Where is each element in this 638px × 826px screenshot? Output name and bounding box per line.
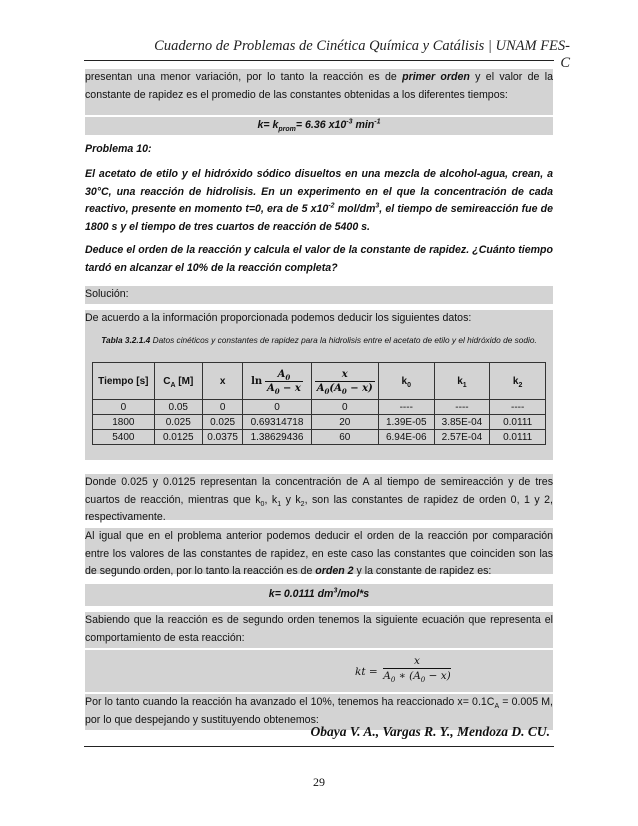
text-sub: 0: [260, 500, 265, 508]
frac-sub: 0: [274, 386, 280, 396]
th-sub: 0: [407, 381, 411, 389]
eq-text: = 6.36 x10: [295, 119, 347, 131]
table-cell: 0.0375: [202, 430, 243, 445]
frac-den: − x: [279, 382, 301, 394]
equation-kt: [85, 650, 553, 692]
table-cell: 0.025: [202, 415, 243, 430]
table-cell: 3.85E-04: [434, 415, 490, 430]
text-run: Al igual que en el problema anterior podemos deducir el orden de la reacción por comparación entre los valores de las constantes de rapidez, en este caso las constantes que coinciden son las de segundo orden, por lo tanto la reacción es de: [85, 530, 553, 577]
eq-sup: -1: [374, 118, 381, 126]
text-sup: -2: [328, 202, 335, 210]
frac-num: A: [277, 368, 286, 380]
th-k2: [490, 363, 546, 400]
table-cell: 0.0111: [490, 415, 546, 430]
text-run: El acetato de etilo y el hidróxido sódico disueltos en una mezcla de alcohol-agua, crean, a 30°C, una reacción de hidrolisis. En un experimento en el que la concentración de cada reactivo, presente en momento t=0, era de 5 x10: [85, 168, 553, 215]
table-row: [93, 400, 546, 415]
solution-label: Solución:: [85, 286, 553, 304]
eq-text: A: [383, 670, 391, 682]
kinetic-data-table: [92, 362, 546, 445]
th-sub: 2: [518, 381, 523, 389]
paragraph-sabiendo: Sabiendo que la reacción es de segundo orden tenemos la siguiente ecuación que representa el comportamiento de esta reacción:: [85, 612, 553, 648]
eq-text: k= k: [257, 119, 279, 131]
th-text: k: [457, 375, 463, 387]
frac-den: (A: [329, 382, 342, 394]
table-row: [93, 415, 546, 430]
data-intro: De acuerdo a la información proporcionada podemos deducir los siguientes datos:: [85, 312, 472, 324]
frac-sub: 0: [324, 386, 330, 396]
text-sub: A: [494, 703, 500, 711]
eq-text: /mol*s: [337, 588, 370, 600]
table-header-row: [93, 363, 546, 400]
caption-text: Datos cinéticos y constantes de rapidez para la hidrolisis entre el acetato de etilo y el hidróxido de sodio.: [150, 335, 537, 345]
table-cell: 5400: [93, 430, 155, 445]
equation-k-second-order: [85, 584, 553, 606]
text-run: presentan una menor variación, por lo tanto la reacción es de: [85, 71, 403, 83]
th-text: C: [163, 375, 171, 387]
problem-statement: [85, 166, 553, 236]
text-run: , son las constantes de rapidez de orden 0, 1 y 2, respectivamente.: [85, 493, 554, 523]
th-time: Tiempo [s]: [93, 363, 155, 400]
eq-text: ∗ (A: [395, 670, 421, 682]
problem-question: Deduce el orden de la reacción y calcula el valor de la constante de rapidez. ¿Cuánto tiempo tardó en alcanzar el 10% de la reacción completa?: [85, 242, 553, 277]
text-run: = 0.005 M, por lo que despejando y sustituyendo obtenemos:: [85, 696, 553, 726]
text-run: Donde 0.025 y 0.0125 representan la concentración de A al tiempo de semireacción y de tres cuartos de reacción, mientras que k: [85, 476, 553, 506]
text-sub: 1: [277, 500, 282, 508]
th-x: x: [202, 363, 243, 400]
frac-sub: 0: [341, 386, 347, 396]
th-text: k: [401, 375, 408, 387]
paragraph-donde: [85, 474, 554, 523]
eq-sub: 0: [420, 676, 426, 685]
th-k1: [434, 363, 490, 400]
table-cell: 20: [311, 415, 378, 430]
text-run: y la constante de rapidez es:: [353, 565, 492, 577]
eq-lhs: kt =: [355, 666, 378, 678]
eq-denominator: [383, 669, 451, 684]
table-cell: 1.38629436: [243, 430, 311, 445]
eq-numerator: x: [383, 654, 451, 669]
table-cell: 0.0125: [154, 430, 202, 445]
eq-fraction: [383, 654, 451, 684]
table-cell: 0.025: [154, 415, 202, 430]
table-cell: 6.94E-06: [378, 430, 434, 445]
header-rule: [84, 60, 554, 61]
table-cell: 1.39E-05: [378, 415, 434, 430]
ln-fraction: [265, 368, 303, 395]
table-cell: 60: [311, 430, 378, 445]
th-sub: A: [170, 381, 176, 389]
footer-authors: Obaya V. A., Vargas R. Y., Mendoza D. CU.: [310, 724, 550, 739]
th-sub: 1: [462, 381, 467, 389]
table-row: [93, 430, 546, 445]
problem-title: Problema 10:: [85, 141, 553, 159]
text-run: Por lo tanto cuando la reacción ha avanzado el 10%, tenemos ha reaccionado x= 0.1C: [85, 696, 495, 708]
table-cell: 0: [202, 400, 243, 415]
text-run: , k: [264, 493, 278, 506]
th-ln-ratio: [243, 363, 311, 400]
table-cell: 0: [243, 400, 311, 415]
page-number: 29: [313, 775, 325, 789]
paragraph-first-order: [85, 69, 553, 115]
th-second-order-term: [311, 363, 378, 400]
text-sup: 3: [375, 202, 380, 210]
eq-text: min: [352, 119, 375, 131]
th-k0: [378, 363, 434, 400]
text-run: y el valor de la constante de rapidez es el promedio de las constantes obtenidas a los diferentes tiempos:: [85, 71, 554, 101]
text-sub: 2: [300, 500, 305, 508]
text-run: mol/dm: [334, 203, 376, 215]
table-cell: ----: [378, 400, 434, 415]
eq-sup: 3: [333, 587, 338, 595]
frac-den: − x): [346, 382, 373, 394]
table-cell: ----: [490, 400, 546, 415]
emphasis-first-order: primer orden: [402, 71, 470, 83]
frac-num: x: [315, 368, 375, 382]
frac-den: A: [266, 382, 275, 394]
eq-text: k= 0.0111 dm: [268, 588, 334, 600]
ln-symbol: ln: [251, 375, 263, 387]
eq-text: − x): [425, 670, 451, 682]
table-cell: 2.57E-04: [434, 430, 490, 445]
table-cell: 0.69314718: [243, 415, 311, 430]
th-text: k: [512, 375, 519, 387]
th-text: [M]: [175, 375, 194, 387]
table-cell: 0: [311, 400, 378, 415]
th-concentration: [154, 363, 202, 400]
caption-label: Tabla 3.2.1.4: [101, 335, 151, 345]
eq-sub: 0: [390, 676, 396, 685]
table-cell: 0.05: [154, 400, 202, 415]
table-caption: [92, 334, 546, 347]
emphasis-order-2: orden 2: [315, 565, 354, 577]
frac-den: A: [316, 382, 325, 394]
table-cell: 1800: [93, 415, 155, 430]
footer-rule: [84, 746, 554, 747]
table-cell: 0: [93, 400, 155, 415]
text-run: y k: [281, 493, 301, 506]
equation-k-average: [85, 117, 553, 135]
frac-sub: 0: [285, 372, 291, 382]
paragraph-second-order: [85, 528, 553, 577]
text-run: , el tiempo de semireacción fue de 1800 s y el tiempo de tres cuartos de reacción de 5400 s.: [85, 203, 553, 233]
second-order-fraction: [315, 368, 375, 395]
eq-sup: -3: [346, 118, 353, 126]
table-cell: ----: [434, 400, 490, 415]
eq-sub: prom: [278, 126, 296, 134]
running-header: Cuaderno de Problemas de Cinética Química y Catálisis | UNAM FES-C: [154, 38, 570, 71]
table-cell: 0.0111: [490, 430, 546, 445]
